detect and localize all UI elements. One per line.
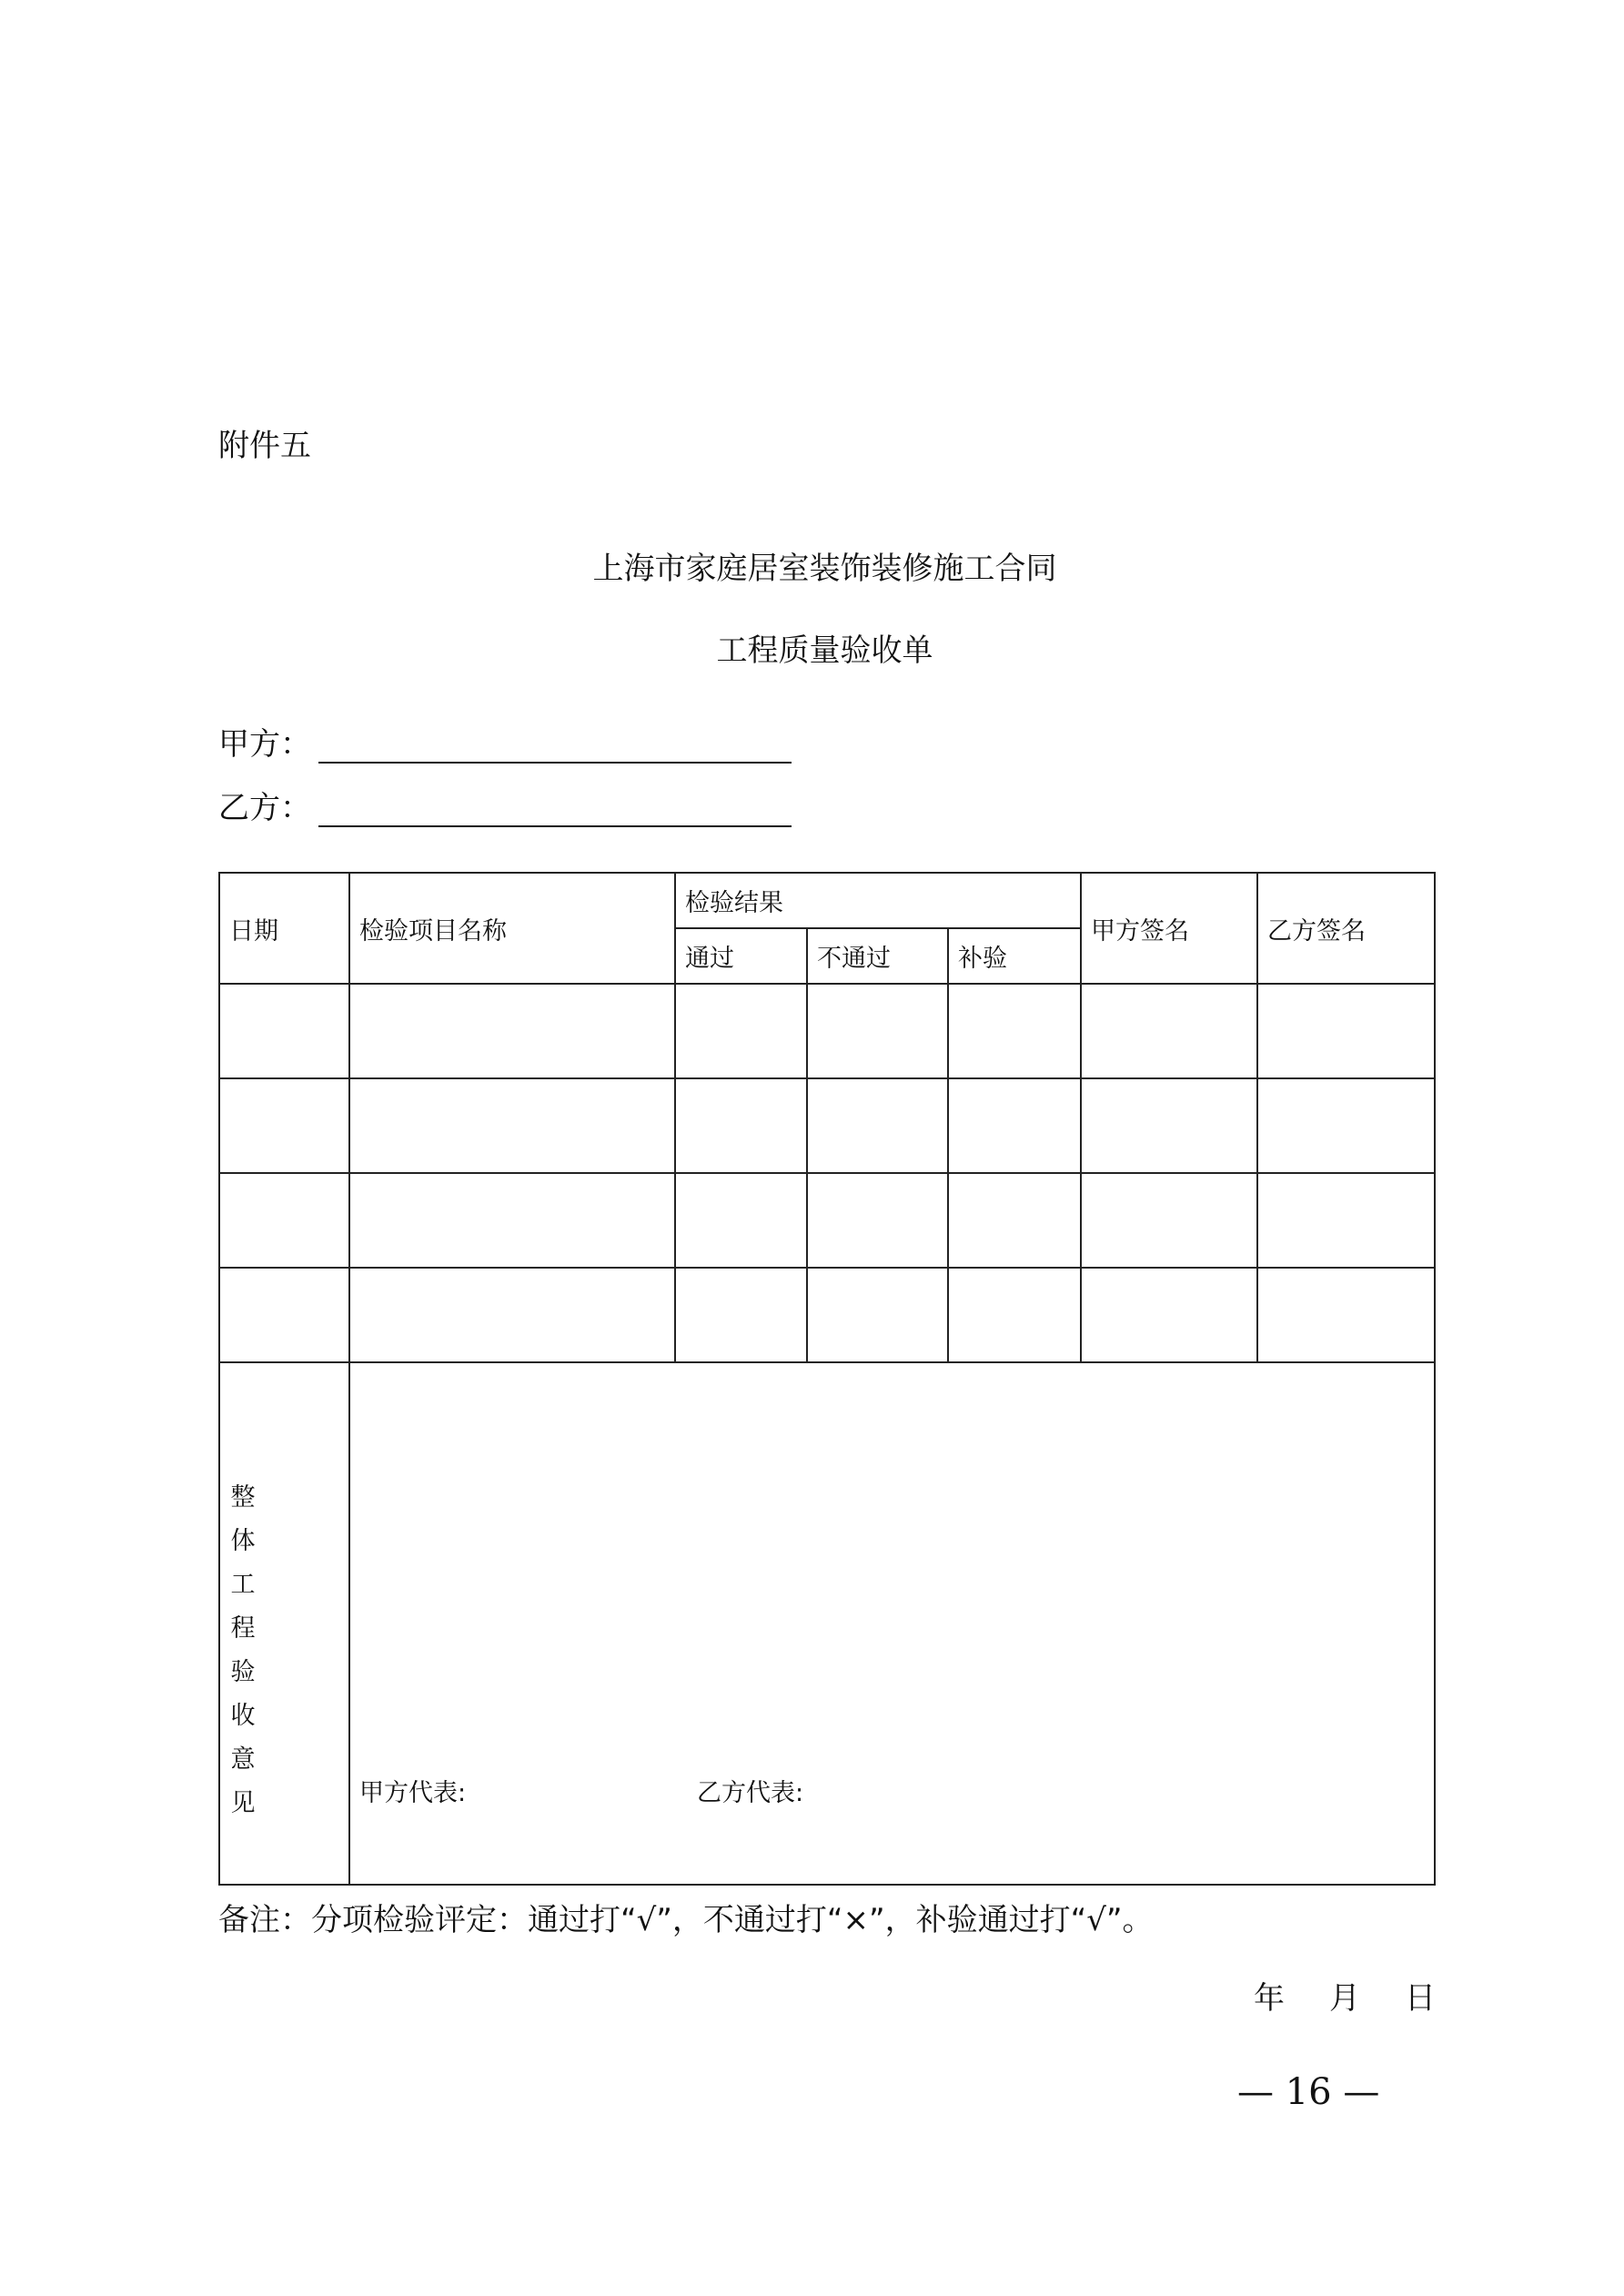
cell-pass[interactable]	[675, 984, 807, 1078]
cell-date[interactable]	[219, 984, 349, 1078]
party-a-blank[interactable]	[318, 736, 792, 764]
cell-item[interactable]	[349, 984, 675, 1078]
cell-item[interactable]	[349, 1173, 675, 1268]
document-title: 上海市家庭居室装饰装修施工合同	[592, 551, 1057, 587]
cell-date[interactable]	[219, 1173, 349, 1268]
opinion-content[interactable]	[349, 1362, 1435, 1885]
header-pass: 通过	[675, 928, 807, 984]
cell-recheck[interactable]	[948, 1078, 1081, 1173]
cell-sign-b[interactable]	[1257, 1268, 1435, 1362]
cell-item[interactable]	[349, 1078, 675, 1173]
opinion-label-cell	[219, 1362, 349, 1885]
table-row	[219, 1268, 1435, 1362]
party-b-field	[218, 783, 792, 827]
rep-a-label: 甲方代表:	[359, 1779, 467, 1807]
date-month: 月	[1329, 1980, 1360, 2017]
date-line	[1254, 1973, 1436, 2018]
header-date: 日期	[219, 873, 349, 984]
cell-sign-a[interactable]	[1081, 984, 1257, 1078]
cell-sign-b[interactable]	[1257, 984, 1435, 1078]
cell-sign-a[interactable]	[1081, 1173, 1257, 1268]
cell-recheck[interactable]	[948, 1173, 1081, 1268]
page-number: — 16 —	[1237, 2071, 1380, 2113]
header-item-name: 检验项目名称	[349, 873, 675, 984]
table-row	[219, 1173, 1435, 1268]
party-a-field	[218, 719, 792, 764]
cell-sign-b[interactable]	[1257, 1078, 1435, 1173]
header-sign-a: 甲方签名	[1081, 873, 1257, 984]
cell-item[interactable]	[349, 1268, 675, 1362]
rep-b-label: 乙方代表:	[697, 1779, 804, 1807]
cell-sign-a[interactable]	[1081, 1078, 1257, 1173]
party-b-blank[interactable]	[318, 800, 792, 827]
cell-pass[interactable]	[675, 1078, 807, 1173]
cell-sign-a[interactable]	[1081, 1268, 1257, 1362]
cell-sign-b[interactable]	[1257, 1173, 1435, 1268]
attachment-label: 附件五	[218, 428, 311, 464]
party-b-label: 乙方：	[218, 790, 311, 826]
cell-date[interactable]	[219, 1078, 349, 1173]
date-day: 日	[1405, 1980, 1436, 2017]
table-row	[219, 1078, 1435, 1173]
header-fail: 不通过	[807, 928, 948, 984]
party-a-label: 甲方：	[218, 726, 311, 763]
note: 备注：分项检验评定：通过打“√”，不通过打“×”，补验通过打“√”。	[218, 1902, 1154, 1938]
cell-fail[interactable]	[807, 984, 948, 1078]
cell-date[interactable]	[219, 1268, 349, 1362]
header-result: 检验结果	[675, 873, 1081, 928]
date-year: 年	[1254, 1980, 1285, 2017]
opinion-label: 整 体 工 程 验 收 意 见	[230, 1483, 256, 1817]
table-row	[219, 984, 1435, 1078]
cell-fail[interactable]	[807, 1173, 948, 1268]
cell-recheck[interactable]	[948, 984, 1081, 1078]
header-sign-b: 乙方签名	[1257, 873, 1435, 984]
cell-recheck[interactable]	[948, 1268, 1081, 1362]
cell-pass[interactable]	[675, 1173, 807, 1268]
document-subtitle: 工程质量验收单	[716, 632, 933, 669]
inspection-table	[218, 872, 1436, 1886]
cell-pass[interactable]	[675, 1268, 807, 1362]
header-recheck: 补验	[948, 928, 1081, 984]
cell-fail[interactable]	[807, 1268, 948, 1362]
cell-fail[interactable]	[807, 1078, 948, 1173]
